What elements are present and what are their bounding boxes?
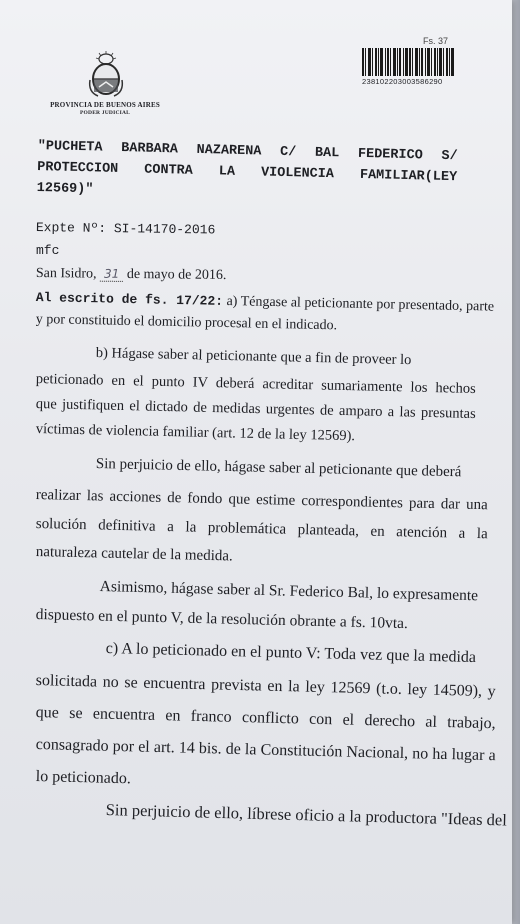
caption-line-3: 12569)"	[36, 180, 94, 198]
barcode-icon	[362, 48, 454, 76]
paragraph-5-line-1: c) A lo peticionado en el punto V: Toda vez que la medida	[105, 640, 477, 667]
filing-reference: Al escrito de fs. 17/22:	[35, 290, 224, 309]
paragraph-3-line-3: solución definitiva a la problemática planteada, en atención a la	[35, 516, 488, 543]
paragraph-5-line-4: consagrado por el art. 14 bis. de la Constitución Nacional, no ha lugar a	[35, 736, 496, 765]
province-coat-of-arms-icon	[86, 50, 126, 100]
date-place: San Isidro,	[35, 266, 97, 282]
paragraph-3-line-4: naturaleza cautelar de la medida.	[35, 544, 233, 565]
province-name: PROVINCIA DE BUENOS AIRES	[50, 101, 160, 109]
paragraph-4-line-2: dispuesto en el punto V, de la resolución obrante a fs. 10vta.	[35, 606, 409, 633]
case-file-number: Expte Nº: SI-14170-2016	[35, 220, 216, 238]
paragraph-5-line-3: que se encuentra en franco conflicto con el derecho al trabajo,	[35, 704, 496, 733]
handwritten-day: 31	[100, 267, 123, 282]
date-line	[36, 266, 227, 284]
paragraph-1-line-2: y por constituido el domicilio procesal en el indicado.	[35, 312, 338, 334]
paragraph-6-line-1: Sin perjuicio de ello, líbrese oficio a la productora "Ideas del	[105, 800, 508, 830]
paragraph-5-line-2: solicitada no se encuentra prevista en la ley 12569 (t.o. ley 14509), y	[35, 672, 496, 701]
case-caption	[36, 136, 457, 209]
paragraph-5-line-5: lo peticionado.	[35, 768, 132, 788]
clerk-initials: mfc	[36, 243, 60, 258]
barcode-number: 238102203003586290	[362, 77, 443, 86]
date-rest: de mayo de 2016.	[126, 266, 227, 283]
judicial-branch-name: PODER JUDICIAL	[79, 110, 130, 116]
caption-line-2: PROTECCION CONTRA LA VIOLENCIA FAMILIAR(LEY	[37, 159, 458, 186]
paragraph-1-text: a) Téngase al peticionante por presentado, parte	[226, 293, 495, 315]
paragraph-2-line-4: víctimas de violencia familiar (art. 12 de la ley 12569).	[35, 421, 356, 445]
paragraph-2-line-2: peticionado en el punto IV deberá acreditar sumariamente los hechos	[35, 371, 476, 397]
issuing-authority	[40, 101, 170, 117]
caption-line-1: "PUCHETA BARBARA NAZARENA C/ BAL FEDERICO S/	[37, 138, 458, 165]
paragraph-2-line-1: b) Hágase saber al peticionante que a fin de proveer lo	[95, 345, 412, 369]
paragraph-3-line-2: realizar las acciones de fondo que estime correspondientes para dar una	[35, 487, 488, 514]
paragraph-4-line-1: Asimismo, hágase saber al Sr. Federico Bal, lo expresamente	[99, 578, 479, 605]
paragraph-2-line-3: que justifiquen el dictado de medidas urgentes de amparo a las presuntas	[35, 396, 476, 422]
paragraph-1-line-1	[36, 290, 495, 316]
folio-number: Fs. 37	[422, 36, 448, 46]
paragraph-3-line-1: Sin perjuicio de ello, hágase saber al peticionante que deberá	[95, 456, 462, 481]
